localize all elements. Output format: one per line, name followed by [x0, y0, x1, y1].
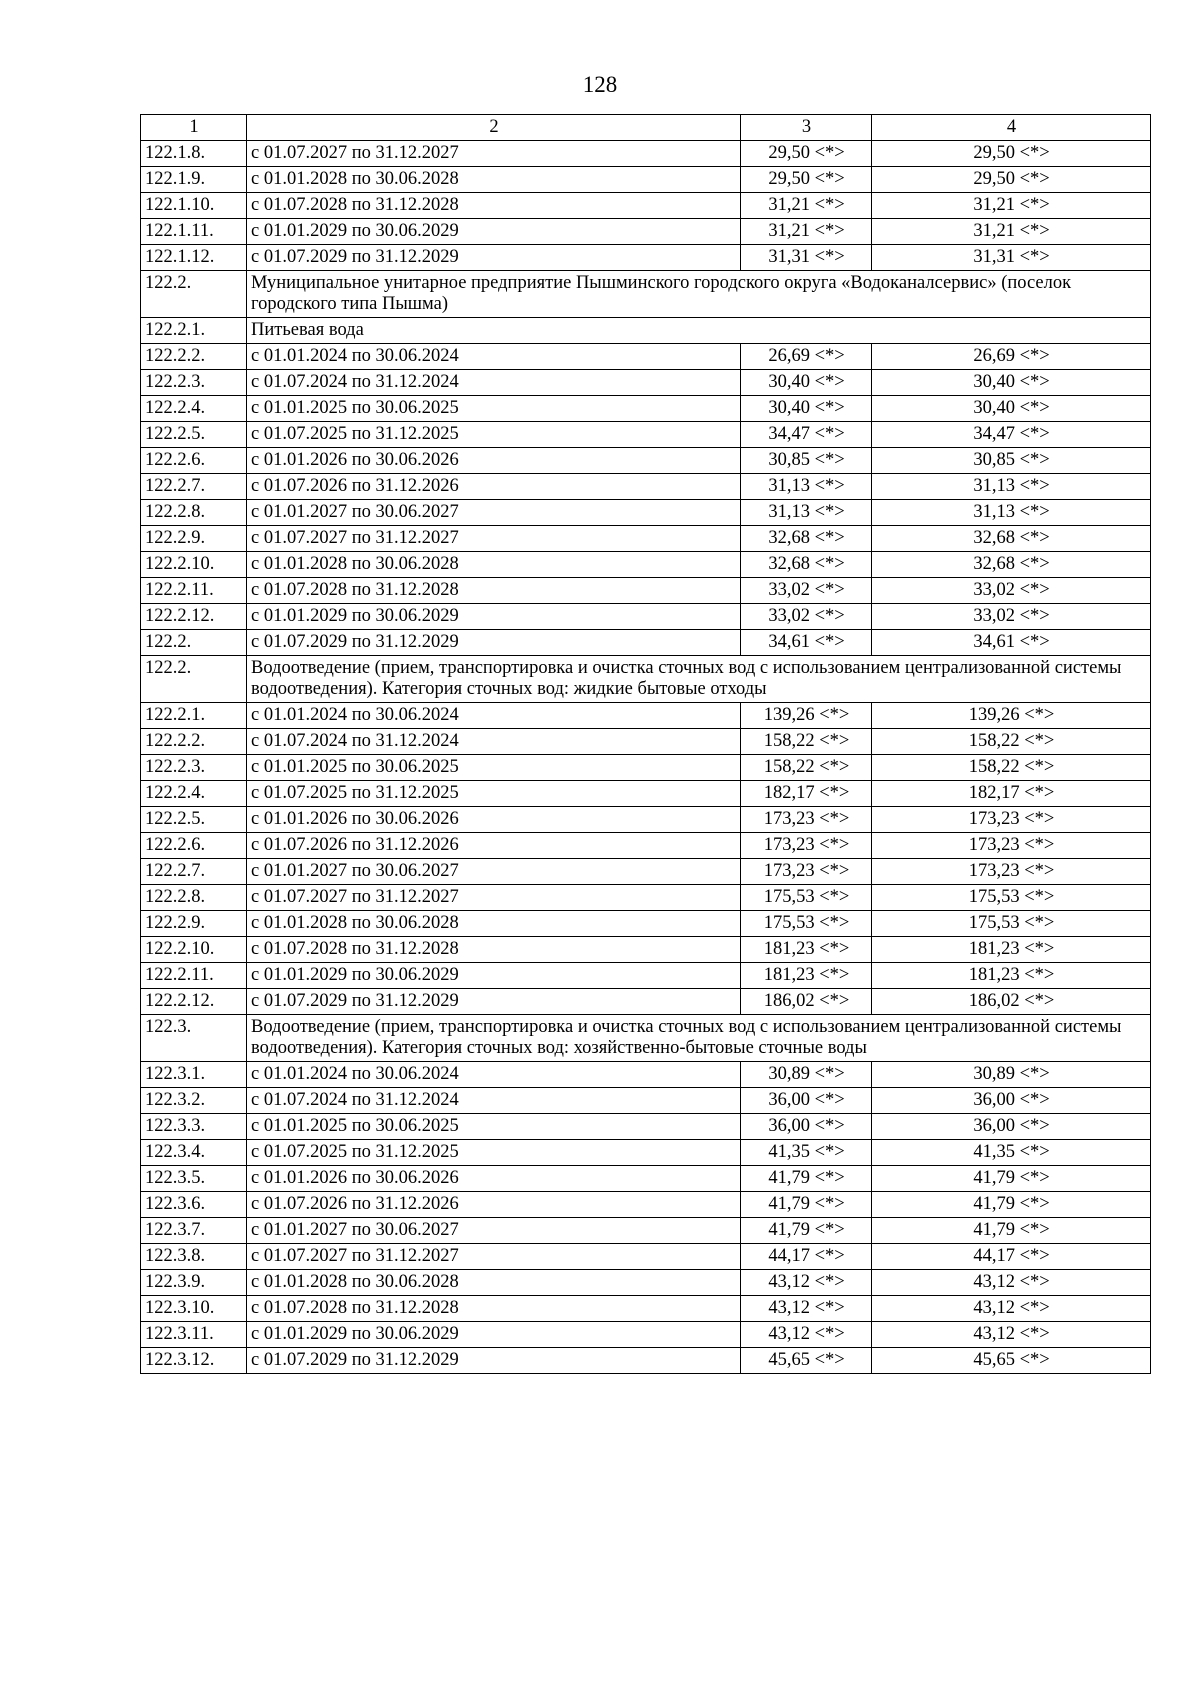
row-number: 122.2.12. — [141, 604, 247, 630]
section-row — [141, 318, 1151, 344]
header-cell: 1 — [141, 115, 247, 141]
period-cell: с 01.01.2028 по 30.06.2028 — [247, 1270, 741, 1296]
header-cell: 3 — [741, 115, 872, 141]
table-row — [141, 245, 1151, 271]
tariff-value-col4: 33,02 <*> — [872, 578, 1151, 604]
tariff-value-col4: 30,40 <*> — [872, 396, 1151, 422]
tariff-value-col4: 43,12 <*> — [872, 1296, 1151, 1322]
period-cell: с 01.07.2027 по 31.12.2027 — [247, 526, 741, 552]
table-row — [141, 578, 1151, 604]
tariff-value-col3: 29,50 <*> — [741, 141, 872, 167]
tariff-value-col4: 34,61 <*> — [872, 630, 1151, 656]
period-cell: с 01.01.2027 по 30.06.2027 — [247, 1218, 741, 1244]
row-number: 122.2.9. — [141, 911, 247, 937]
tariff-value-col3: 173,23 <*> — [741, 859, 872, 885]
tariff-value-col3: 186,02 <*> — [741, 989, 872, 1015]
tariff-value-col3: 32,68 <*> — [741, 552, 872, 578]
tariff-value-col4: 173,23 <*> — [872, 859, 1151, 885]
tariff-value-col3: 33,02 <*> — [741, 578, 872, 604]
tariff-value-col3: 158,22 <*> — [741, 755, 872, 781]
tariff-value-col3: 32,68 <*> — [741, 526, 872, 552]
tariff-value-col4: 32,68 <*> — [872, 552, 1151, 578]
section-row — [141, 1015, 1151, 1062]
row-number: 122.2. — [141, 656, 247, 703]
section-title: Муниципальное унитарное предприятие Пышминского городского округа «Водоканалсервис» (поселок городского типа Пышма) — [247, 271, 1151, 318]
tariff-value-col3: 181,23 <*> — [741, 937, 872, 963]
row-number: 122.2. — [141, 271, 247, 318]
table-row — [141, 474, 1151, 500]
table-row — [141, 989, 1151, 1015]
tariff-value-col4: 139,26 <*> — [872, 703, 1151, 729]
table-row — [141, 1114, 1151, 1140]
period-cell: с 01.07.2027 по 31.12.2027 — [247, 885, 741, 911]
table-header-row — [141, 115, 1151, 141]
tariff-value-col3: 29,50 <*> — [741, 167, 872, 193]
row-number: 122.2.11. — [141, 963, 247, 989]
row-number: 122.1.10. — [141, 193, 247, 219]
table-row — [141, 1140, 1151, 1166]
table-row — [141, 552, 1151, 578]
period-cell: с 01.01.2026 по 30.06.2026 — [247, 448, 741, 474]
tariff-value-col4: 36,00 <*> — [872, 1088, 1151, 1114]
tariff-value-col4: 30,40 <*> — [872, 370, 1151, 396]
row-number: 122.2.4. — [141, 396, 247, 422]
table-row — [141, 604, 1151, 630]
period-cell: с 01.01.2024 по 30.06.2024 — [247, 703, 741, 729]
tariff-value-col3: 34,61 <*> — [741, 630, 872, 656]
table-row — [141, 937, 1151, 963]
tariff-value-col4: 173,23 <*> — [872, 833, 1151, 859]
row-number: 122.3.1. — [141, 1062, 247, 1088]
row-number: 122.3. — [141, 1015, 247, 1062]
period-cell: с 01.07.2026 по 31.12.2026 — [247, 833, 741, 859]
period-cell: с 01.01.2024 по 30.06.2024 — [247, 1062, 741, 1088]
tariff-value-col4: 31,13 <*> — [872, 474, 1151, 500]
tariff-value-col3: 175,53 <*> — [741, 885, 872, 911]
tariff-value-col3: 41,35 <*> — [741, 1140, 872, 1166]
row-number: 122.3.8. — [141, 1244, 247, 1270]
tariff-value-col3: 33,02 <*> — [741, 604, 872, 630]
tariff-value-col4: 34,47 <*> — [872, 422, 1151, 448]
section-title: Питьевая вода — [247, 318, 1151, 344]
table-row — [141, 422, 1151, 448]
row-number: 122.1.11. — [141, 219, 247, 245]
period-cell: с 01.01.2027 по 30.06.2027 — [247, 859, 741, 885]
tariff-value-col3: 31,21 <*> — [741, 219, 872, 245]
period-cell: с 01.01.2025 по 30.06.2025 — [247, 396, 741, 422]
tariff-value-col4: 43,12 <*> — [872, 1322, 1151, 1348]
period-cell: с 01.07.2027 по 31.12.2027 — [247, 1244, 741, 1270]
tariff-value-col4: 43,12 <*> — [872, 1270, 1151, 1296]
tariff-value-col3: 31,21 <*> — [741, 193, 872, 219]
section-title: Водоотведение (прием, транспортировка и очистка сточных вод с использованием централизованной системы водоотведения). Категория сточных вод: жидкие бытовые отходы — [247, 656, 1151, 703]
period-cell: с 01.01.2028 по 30.06.2028 — [247, 552, 741, 578]
tariff-value-col3: 30,85 <*> — [741, 448, 872, 474]
tariff-value-col3: 30,40 <*> — [741, 396, 872, 422]
table-row — [141, 396, 1151, 422]
tariff-value-col4: 32,68 <*> — [872, 526, 1151, 552]
tariff-value-col4: 30,85 <*> — [872, 448, 1151, 474]
row-number: 122.2.2. — [141, 344, 247, 370]
tariff-value-col3: 26,69 <*> — [741, 344, 872, 370]
tariff-value-col3: 31,13 <*> — [741, 474, 872, 500]
table-row — [141, 833, 1151, 859]
tariff-value-col4: 173,23 <*> — [872, 807, 1151, 833]
table-row — [141, 193, 1151, 219]
period-cell: с 01.01.2029 по 30.06.2029 — [247, 604, 741, 630]
tariff-value-col3: 45,65 <*> — [741, 1348, 872, 1374]
table-row — [141, 1088, 1151, 1114]
period-cell: с 01.01.2026 по 30.06.2026 — [247, 807, 741, 833]
period-cell: с 01.01.2029 по 30.06.2029 — [247, 219, 741, 245]
period-cell: с 01.07.2028 по 31.12.2028 — [247, 578, 741, 604]
tariff-value-col3: 43,12 <*> — [741, 1270, 872, 1296]
period-cell: с 01.01.2028 по 30.06.2028 — [247, 911, 741, 937]
row-number: 122.2.1. — [141, 703, 247, 729]
tariff-value-col4: 31,21 <*> — [872, 219, 1151, 245]
tariff-value-col3: 41,79 <*> — [741, 1218, 872, 1244]
tariff-value-col4: 29,50 <*> — [872, 141, 1151, 167]
period-cell: с 01.07.2027 по 31.12.2027 — [247, 141, 741, 167]
period-cell: с 01.07.2026 по 31.12.2026 — [247, 1192, 741, 1218]
period-cell: с 01.01.2029 по 30.06.2029 — [247, 963, 741, 989]
table-row — [141, 500, 1151, 526]
row-number: 122.2.8. — [141, 500, 247, 526]
tariff-value-col4: 181,23 <*> — [872, 963, 1151, 989]
table-row — [141, 370, 1151, 396]
tariff-value-col3: 182,17 <*> — [741, 781, 872, 807]
tariff-value-col4: 41,79 <*> — [872, 1218, 1151, 1244]
tariff-value-col3: 34,47 <*> — [741, 422, 872, 448]
period-cell: с 01.07.2024 по 31.12.2024 — [247, 729, 741, 755]
row-number: 122.2.4. — [141, 781, 247, 807]
section-row — [141, 656, 1151, 703]
row-number: 122.2.7. — [141, 859, 247, 885]
tariff-value-col3: 30,40 <*> — [741, 370, 872, 396]
tariff-value-col3: 44,17 <*> — [741, 1244, 872, 1270]
period-cell: с 01.07.2025 по 31.12.2025 — [247, 422, 741, 448]
row-number: 122.3.12. — [141, 1348, 247, 1374]
tariff-value-col4: 175,53 <*> — [872, 911, 1151, 937]
period-cell: с 01.01.2025 по 30.06.2025 — [247, 755, 741, 781]
table-row — [141, 911, 1151, 937]
table-row — [141, 781, 1151, 807]
period-cell: с 01.07.2028 по 31.12.2028 — [247, 937, 741, 963]
row-number: 122.3.9. — [141, 1270, 247, 1296]
period-cell: с 01.07.2025 по 31.12.2025 — [247, 781, 741, 807]
header-cell: 2 — [247, 115, 741, 141]
table-row — [141, 1296, 1151, 1322]
table-row — [141, 1322, 1151, 1348]
row-number: 122.2.5. — [141, 807, 247, 833]
tariff-value-col3: 30,89 <*> — [741, 1062, 872, 1088]
table-row — [141, 1218, 1151, 1244]
row-number: 122.2.5. — [141, 422, 247, 448]
row-number: 122.2.2. — [141, 729, 247, 755]
tariff-value-col3: 158,22 <*> — [741, 729, 872, 755]
table-row — [141, 344, 1151, 370]
tariff-value-col3: 139,26 <*> — [741, 703, 872, 729]
tariff-value-col4: 158,22 <*> — [872, 755, 1151, 781]
row-number: 122.3.4. — [141, 1140, 247, 1166]
tariff-value-col3: 36,00 <*> — [741, 1088, 872, 1114]
tariff-value-col3: 181,23 <*> — [741, 963, 872, 989]
section-row — [141, 271, 1151, 318]
period-cell: с 01.07.2025 по 31.12.2025 — [247, 1140, 741, 1166]
table-row — [141, 526, 1151, 552]
tariff-value-col3: 41,79 <*> — [741, 1192, 872, 1218]
row-number: 122.1.9. — [141, 167, 247, 193]
tariff-value-col3: 31,31 <*> — [741, 245, 872, 271]
tariff-value-col4: 175,53 <*> — [872, 885, 1151, 911]
tariff-value-col3: 31,13 <*> — [741, 500, 872, 526]
tariff-value-col3: 43,12 <*> — [741, 1322, 872, 1348]
tariff-value-col4: 181,23 <*> — [872, 937, 1151, 963]
row-number: 122.2.1. — [141, 318, 247, 344]
period-cell: с 01.07.2029 по 31.12.2029 — [247, 245, 741, 271]
tariff-value-col3: 173,23 <*> — [741, 807, 872, 833]
tariff-value-col3: 41,79 <*> — [741, 1166, 872, 1192]
tariff-value-col4: 33,02 <*> — [872, 604, 1151, 630]
section-title: Водоотведение (прием, транспортировка и очистка сточных вод с использованием централизованной системы водоотведения). Категория сточных вод: хозяйственно-бытовые сточные воды — [247, 1015, 1151, 1062]
row-number: 122.2.10. — [141, 552, 247, 578]
row-number: 122.1.8. — [141, 141, 247, 167]
row-number: 122.3.3. — [141, 1114, 247, 1140]
table-row — [141, 141, 1151, 167]
table-row — [141, 1348, 1151, 1374]
row-number: 122.3.7. — [141, 1218, 247, 1244]
table-row — [141, 1192, 1151, 1218]
tariff-value-col4: 182,17 <*> — [872, 781, 1151, 807]
tariff-value-col4: 44,17 <*> — [872, 1244, 1151, 1270]
period-cell: с 01.07.2028 по 31.12.2028 — [247, 1296, 741, 1322]
tariff-value-col4: 26,69 <*> — [872, 344, 1151, 370]
page-number: 128 — [582, 72, 618, 97]
tariff-value-col4: 158,22 <*> — [872, 729, 1151, 755]
tariff-value-col4: 29,50 <*> — [872, 167, 1151, 193]
row-number: 122.2.6. — [141, 448, 247, 474]
tariff-value-col4: 31,21 <*> — [872, 193, 1151, 219]
tariff-value-col3: 36,00 <*> — [741, 1114, 872, 1140]
table-row — [141, 1166, 1151, 1192]
row-number: 122.2.11. — [141, 578, 247, 604]
table-row — [141, 703, 1151, 729]
period-cell: с 01.01.2025 по 30.06.2025 — [247, 1114, 741, 1140]
tariff-value-col4: 36,00 <*> — [872, 1114, 1151, 1140]
row-number: 122.3.11. — [141, 1322, 247, 1348]
tariff-value-col4: 41,79 <*> — [872, 1192, 1151, 1218]
table-row — [141, 167, 1151, 193]
tariff-value-col3: 173,23 <*> — [741, 833, 872, 859]
row-number: 122.3.10. — [141, 1296, 247, 1322]
table-row — [141, 448, 1151, 474]
period-cell: с 01.01.2024 по 30.06.2024 — [247, 344, 741, 370]
table-row — [141, 885, 1151, 911]
tariff-value-col4: 30,89 <*> — [872, 1062, 1151, 1088]
table-row — [141, 1244, 1151, 1270]
row-number: 122.2.6. — [141, 833, 247, 859]
row-number: 122.3.2. — [141, 1088, 247, 1114]
header-cell: 4 — [872, 115, 1151, 141]
tariff-value-col4: 186,02 <*> — [872, 989, 1151, 1015]
tariff-value-col4: 41,79 <*> — [872, 1166, 1151, 1192]
row-number: 122.2.12. — [141, 989, 247, 1015]
table-row — [141, 859, 1151, 885]
table-row — [141, 630, 1151, 656]
period-cell: с 01.01.2029 по 30.06.2029 — [247, 1322, 741, 1348]
row-number: 122.2.10. — [141, 937, 247, 963]
table-row — [141, 1270, 1151, 1296]
table-row — [141, 729, 1151, 755]
table-row — [141, 219, 1151, 245]
period-cell: с 01.07.2024 по 31.12.2024 — [247, 370, 741, 396]
tariff-value-col3: 175,53 <*> — [741, 911, 872, 937]
period-cell: с 01.01.2028 по 30.06.2028 — [247, 167, 741, 193]
row-number: 122.3.5. — [141, 1166, 247, 1192]
table-row — [141, 755, 1151, 781]
row-number: 122.2.9. — [141, 526, 247, 552]
period-cell: с 01.07.2029 по 31.12.2029 — [247, 989, 741, 1015]
row-number: 122.2. — [141, 630, 247, 656]
tariff-value-col4: 31,31 <*> — [872, 245, 1151, 271]
row-number: 122.2.8. — [141, 885, 247, 911]
period-cell: с 01.07.2024 по 31.12.2024 — [247, 1088, 741, 1114]
table-row — [141, 807, 1151, 833]
row-number: 122.2.3. — [141, 755, 247, 781]
row-number: 122.2.7. — [141, 474, 247, 500]
row-number: 122.1.12. — [141, 245, 247, 271]
period-cell: с 01.01.2026 по 30.06.2026 — [247, 1166, 741, 1192]
period-cell: с 01.07.2029 по 31.12.2029 — [247, 1348, 741, 1374]
row-number: 122.3.6. — [141, 1192, 247, 1218]
tariff-value-col4: 41,35 <*> — [872, 1140, 1151, 1166]
period-cell: с 01.07.2026 по 31.12.2026 — [247, 474, 741, 500]
period-cell: с 01.07.2029 по 31.12.2029 — [247, 630, 741, 656]
tariff-table — [140, 114, 1151, 1374]
row-number: 122.2.3. — [141, 370, 247, 396]
period-cell: с 01.07.2028 по 31.12.2028 — [247, 193, 741, 219]
table-row — [141, 963, 1151, 989]
period-cell: с 01.01.2027 по 30.06.2027 — [247, 500, 741, 526]
tariff-value-col4: 45,65 <*> — [872, 1348, 1151, 1374]
table-row — [141, 1062, 1151, 1088]
tariff-value-col4: 31,13 <*> — [872, 500, 1151, 526]
tariff-value-col3: 43,12 <*> — [741, 1296, 872, 1322]
